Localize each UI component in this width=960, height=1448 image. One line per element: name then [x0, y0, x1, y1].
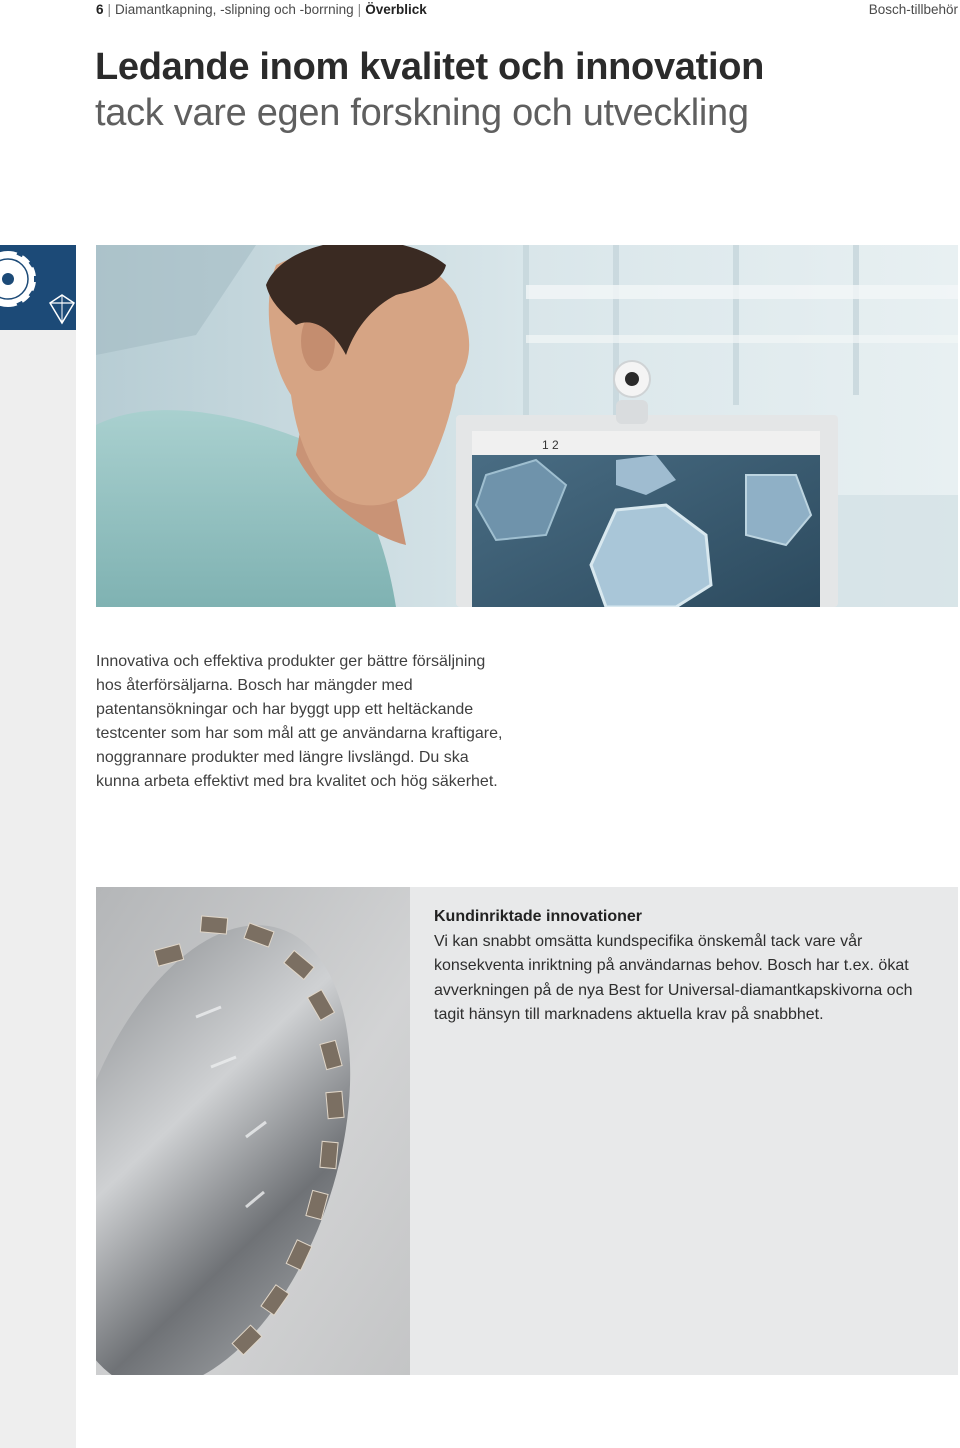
- feature-body: Vi kan snabbt omsätta kundspecifika önskemål tack vare vår konsekventa inriktning på användarnas behov. Bosch har t.ex. ökat avverkningen på de nya Best for Universal-diamantkapskivorna och tagit hänsyn till marknadens aktuella krav på snabbhet.: [434, 932, 913, 1023]
- section-tab: [0, 245, 76, 330]
- feature-text: [434, 905, 934, 1028]
- diamond-blade-icon: [0, 245, 76, 330]
- section-label: Överblick: [365, 2, 427, 17]
- toolbar-digits: 1 2: [542, 438, 559, 452]
- hero-photo: [96, 245, 958, 607]
- feature-heading: Kundinriktade innovationer: [434, 908, 643, 925]
- page-number: 6: [96, 2, 104, 17]
- diamond-saw-blade-image: [96, 887, 410, 1375]
- brand-label: Bosch-tillbehör: [868, 2, 958, 17]
- title-subtitle: tack vare egen forskning och utveckling: [95, 92, 749, 134]
- diamond-blade-photo: [96, 887, 410, 1375]
- engineer-at-monitor-image: [96, 245, 958, 607]
- page-title: [95, 44, 955, 136]
- breadcrumb: Diamantkapning, -slipning och -borrning: [115, 2, 354, 17]
- side-strip: [0, 330, 76, 1448]
- title-bold: Ledande inom kvalitet och innovation: [95, 46, 765, 88]
- page-header: 6 | Diamantkapning, -slipning och -borrning | Överblick Bosch-tillbehör: [96, 2, 958, 17]
- feature-panel: [96, 887, 958, 1375]
- intro-paragraph: Innovativa och effektiva produkter ger bättre försäljning hos återförsäljarna. Bosch har mängder med patentansökningar och har byggt upp ett heltäckande testcenter som har som mål att ge användarna kraftigare, noggrannare produkter med längre livslängd. Du ska kunna arbeta effektivt med bra kvalitet och hög säkerhet.: [96, 653, 503, 790]
